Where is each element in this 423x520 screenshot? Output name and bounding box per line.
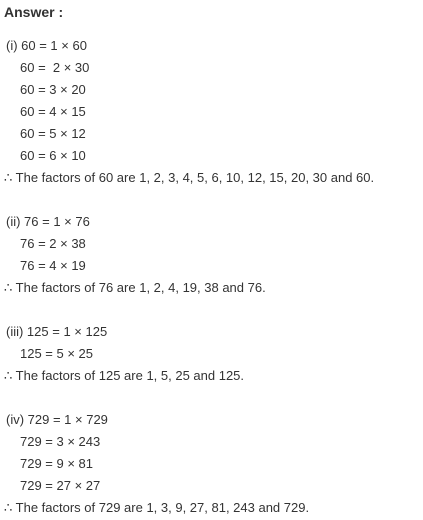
answer-heading: Answer : — [4, 4, 64, 20]
part-i-line-3: 60 = 3 × 20 — [20, 82, 86, 97]
part-iii-line-1: (iii) 125 = 1 × 125 — [6, 324, 108, 339]
part-i-line-4: 60 = 4 × 15 — [20, 104, 86, 119]
part-iii-line-2: 125 = 5 × 25 — [20, 346, 94, 361]
part-i-line-5: 60 = 5 × 12 — [20, 126, 86, 141]
part-ii-line-2: 76 = 2 × 38 — [20, 236, 86, 251]
part-i-line-1: (i) 60 = 1 × 60 — [6, 38, 87, 53]
part-iv-line-4: 729 = 27 × 27 — [20, 478, 101, 493]
part-iv-line-2: 729 = 3 × 243 — [20, 434, 101, 449]
part-ii-line-3: 76 = 4 × 19 — [20, 258, 86, 273]
part-iv-conclusion: ∴ The factors of 729 are 1, 3, 9, 27, 81, 243 and 729. — [4, 500, 310, 515]
part-i-line-6: 60 = 6 × 10 — [20, 148, 86, 163]
part-iv-line-3: 729 = 9 × 81 — [20, 456, 94, 471]
part-i-conclusion: ∴ The factors of 60 are 1, 2, 3, 4, 5, 6, 10, 12, 15, 20, 30 and 60. — [4, 170, 375, 185]
part-iii-conclusion: ∴ The factors of 125 are 1, 5, 25 and 125. — [4, 368, 245, 383]
part-ii-line-1: (ii) 76 = 1 × 76 — [6, 214, 90, 229]
part-i-line-2: 60 = 2 × 30 — [20, 60, 90, 75]
part-iv-line-1: (iv) 729 = 1 × 729 — [6, 412, 108, 427]
part-ii-conclusion: ∴ The factors of 76 are 1, 2, 4, 19, 38 and 76. — [4, 280, 266, 295]
